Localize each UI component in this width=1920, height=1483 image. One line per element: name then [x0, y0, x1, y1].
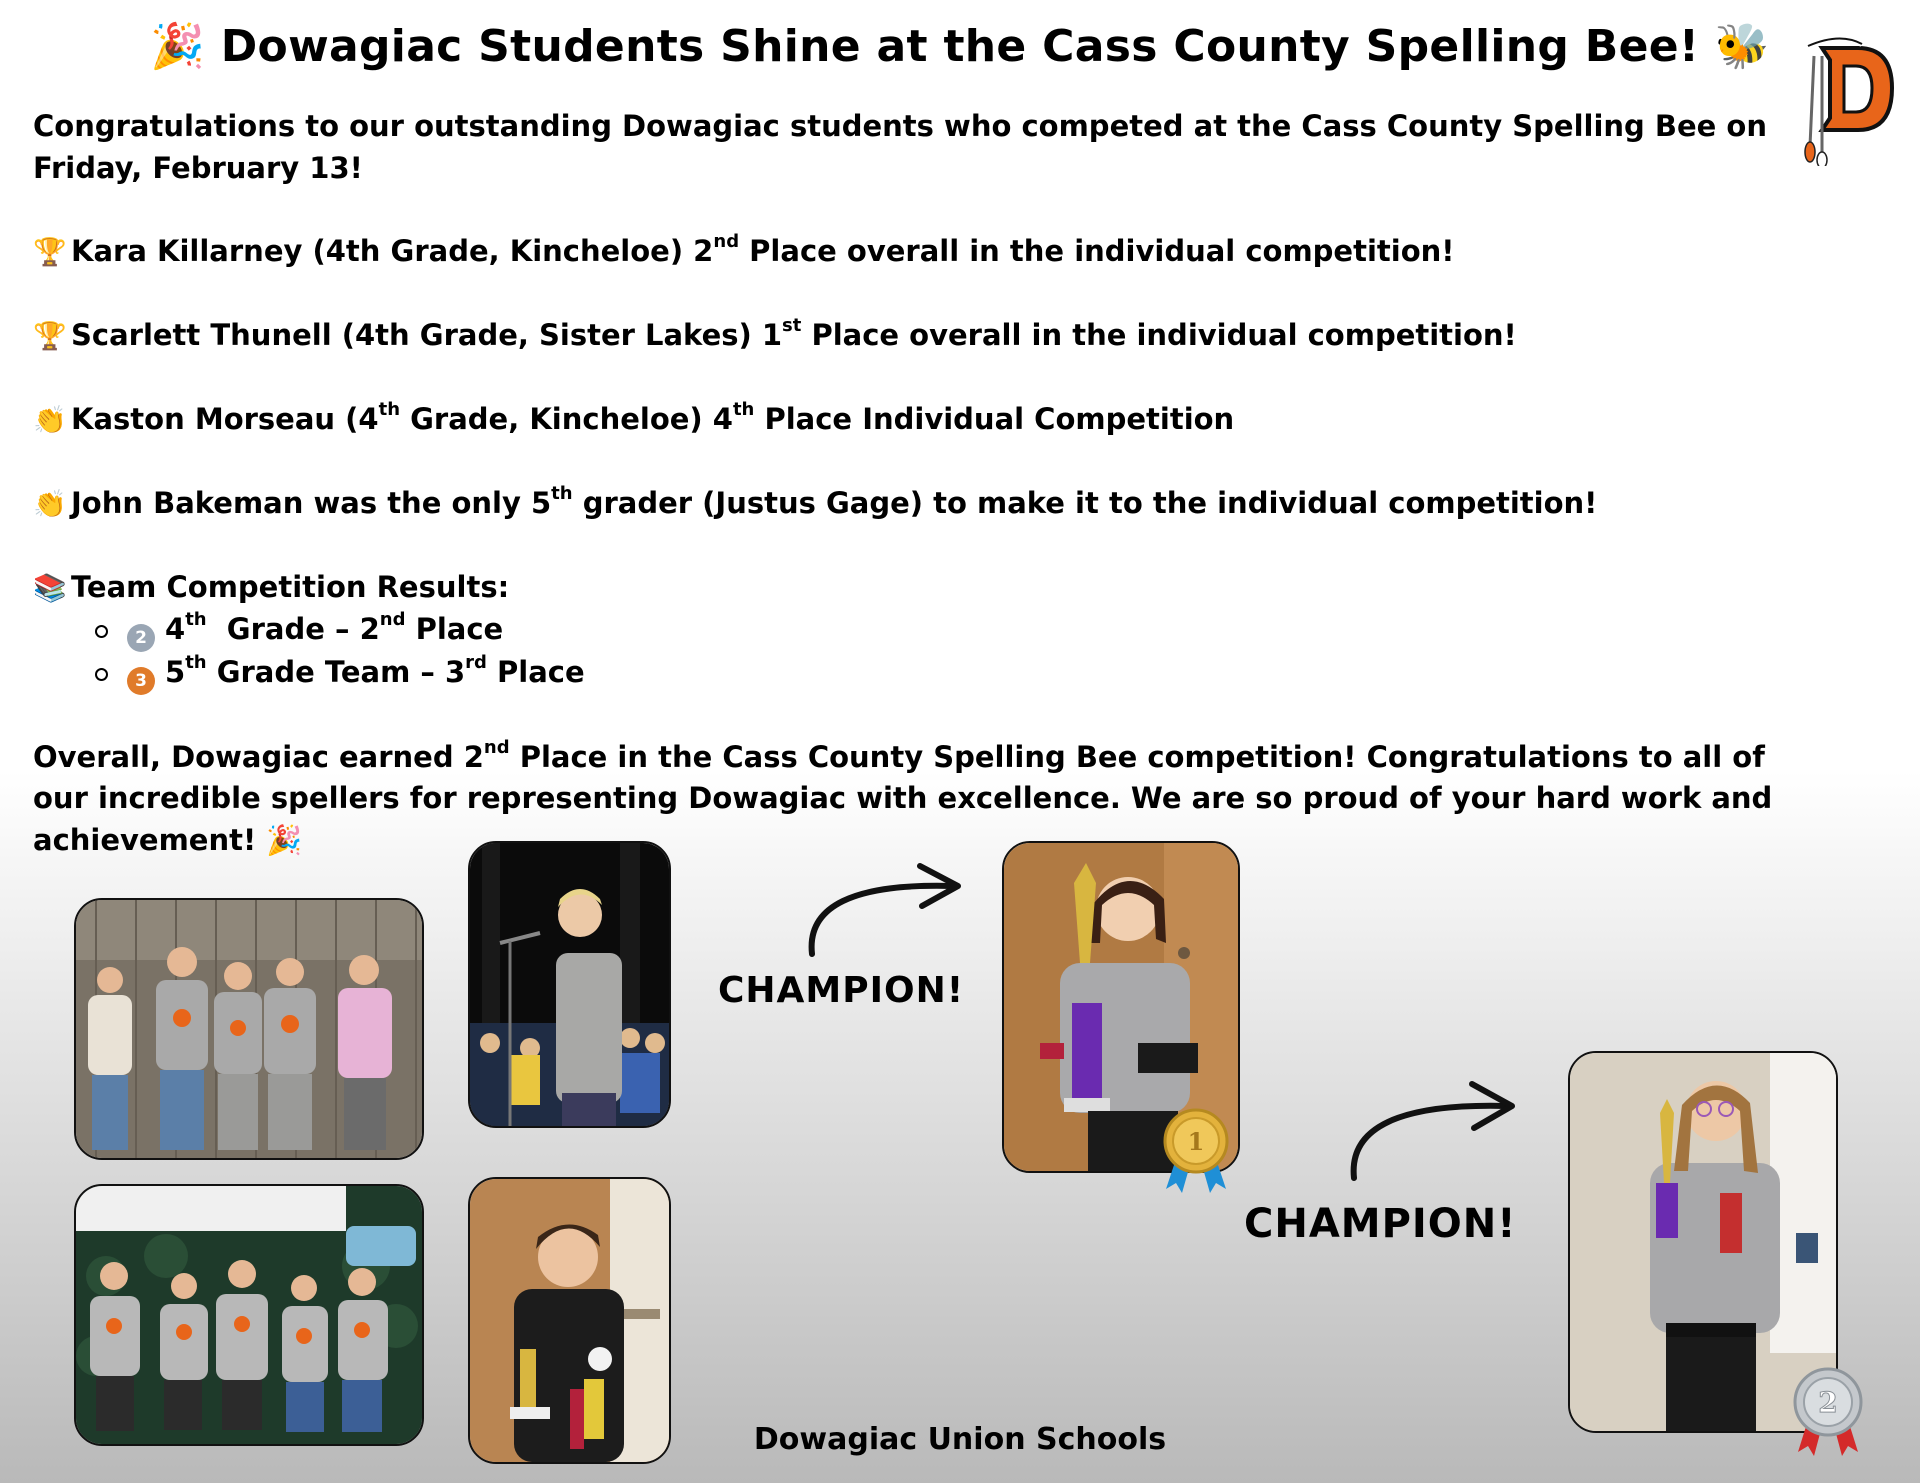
clapping-hands-icon: 👏: [33, 404, 67, 436]
champion-label: CHAMPION!: [718, 970, 965, 1011]
gold-medal-number: 1: [1187, 1127, 1205, 1156]
footer-school-name: Dowagiac Union Schools: [753, 1422, 1167, 1457]
list-item: 👏 Kaston Morseau (4th Grade, Kincheloe) 4th Place Individual Competition: [33, 399, 1793, 442]
books-icon: 📚: [33, 572, 67, 604]
team-results-list: [33, 609, 1793, 695]
intro-paragraph: Congratulations to our outstanding Dowagiac students who competed at the Cass County Spelling Bee on Friday, February 13!: [33, 109, 1767, 185]
list-item: 👏 John Bakeman was the only 5th grader (Justus Gage) to make it to the individual competition!: [33, 483, 1793, 526]
speller-at-microphone-photo: [468, 841, 671, 1128]
team-result: 3 5th Grade Team – 3rd Place: [95, 652, 1793, 695]
list-item: 🏆 Kara Killarney (4th Grade, Kincheloe) 2nd Place overall in the individual competition!: [33, 231, 1793, 274]
bee-icon: 🐝: [1714, 21, 1770, 72]
trophy-icon: 🏆: [33, 320, 67, 352]
curved-arrow-icon: [1344, 1074, 1524, 1184]
title-text: Dowagiac Students Shine at the Cass County Spelling Bee!: [220, 21, 1700, 72]
silver-medal-number: 2: [1818, 1386, 1838, 1419]
clapping-hands-icon: 👏: [33, 488, 67, 520]
page-title: [0, 20, 1920, 72]
curved-arrow-icon: [800, 858, 970, 958]
party-popper-icon: 🎉: [150, 21, 206, 72]
team-photo-backdrop: [74, 1184, 424, 1446]
closing-paragraph: Overall, Dowagiac earned 2nd Place in the Cass County Spelling Bee competition! Congratulations to all of our incredible spellers for representing Dowagiac with excellence. We are so proud of your hard work and achievement! 🎉: [33, 736, 1773, 857]
team-result: 2 4th Grade – 2nd Place: [95, 609, 1793, 652]
trophy-icon: 🏆: [33, 236, 67, 268]
speller-with-trophy-photo: [468, 1177, 671, 1464]
gold-medal-badge: [1158, 1107, 1234, 1193]
team-heading: 📚 Team Competition Results:: [33, 567, 1793, 610]
list-item: 🏆 Scarlett Thunell (4th Grade, Sister Lakes) 1st Place overall in the individual competition!: [33, 315, 1793, 358]
champion-label: CHAMPION!: [1244, 1201, 1517, 1247]
announcement-body: [33, 106, 1793, 861]
dowagiac-d-feather-logo: [1800, 26, 1896, 166]
party-popper-icon: 🎉: [266, 822, 303, 857]
bronze-medal-icon: 3: [127, 667, 155, 695]
silver-medal-icon: 2: [127, 624, 155, 652]
team-photo-brick-wall: [74, 898, 424, 1160]
